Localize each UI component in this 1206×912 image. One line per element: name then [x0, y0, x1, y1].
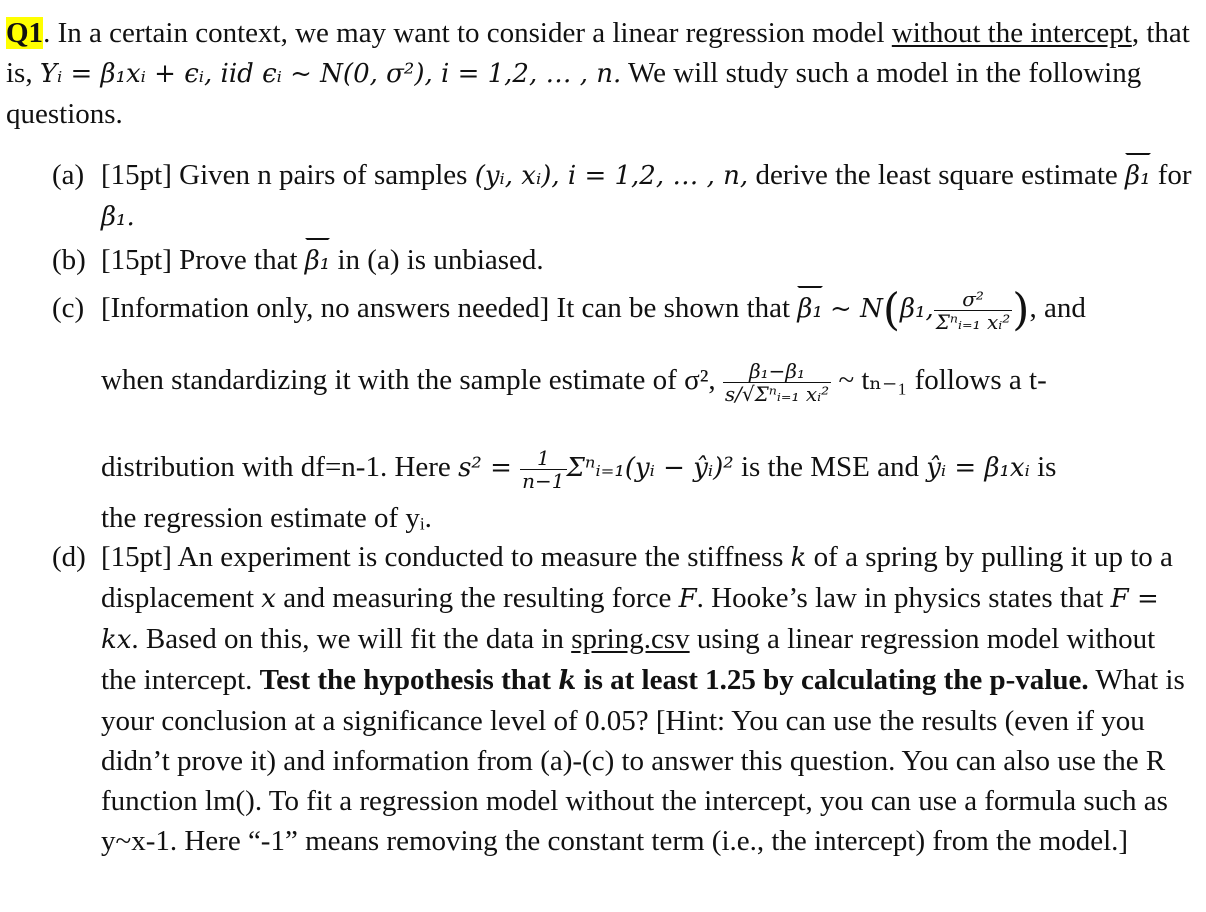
part-c-paren-close: ): [1012, 284, 1030, 336]
part-d-bold-k: k: [558, 666, 577, 696]
part-d-bold: Test the hypothesis that: [259, 664, 559, 696]
part-a-beta: β₁.: [101, 202, 135, 232]
spring-csv-link[interactable]: spring.csv: [571, 623, 690, 655]
part-d-bold-2: is at least 1.25 by calculating the p-value.: [576, 664, 1089, 696]
part-c-variance-fraction: [934, 288, 1013, 333]
part-c-line-2: [52, 360, 1192, 405]
part-c-mse-fraction: [520, 447, 566, 492]
part-d: [52, 537, 1192, 861]
part-c-beta-hat: β₁: [797, 289, 822, 329]
part-c-label: (c): [52, 292, 85, 324]
part-d-label: (d): [52, 541, 86, 573]
part-c: (c) [Information only, no answers needed] It can be shown that β₁ ~ N(β₁, $\frac{\text{σ²}}{\text{Σⁿᵢ₌₁ xᵢ²}}$ ), and: [52, 284, 1086, 336]
question-intro: [6, 13, 1201, 134]
part-a-text: [15pt] Given n pairs of samples: [101, 159, 475, 191]
part-c-paren-open: (: [882, 284, 901, 336]
part-c-s2: s² =: [458, 453, 521, 484]
part-a-label: (a): [52, 159, 85, 191]
part-a: [52, 155, 1192, 237]
part-c-line-3: [52, 447, 1192, 492]
part-c-text-7: is: [1029, 451, 1057, 484]
part-b-text: [15pt] Prove that: [101, 244, 305, 276]
part-a-text-2: derive the least square estimate: [748, 159, 1126, 191]
part-d-x: x: [261, 584, 276, 614]
part-d-text-3: and measuring the resulting force: [275, 582, 679, 614]
model-equation: Yᵢ = β₁xᵢ + ϵᵢ, iid ϵᵢ ~ N(0, σ²), i = 1,2, … , n.: [39, 59, 622, 89]
part-c-text: [Information only, no answers needed] It can be shown that: [101, 292, 798, 325]
question-label: Q1: [6, 17, 44, 49]
intro-text-3: We will study such a model in the following questions.: [6, 57, 1142, 130]
part-a-text-3: for: [1150, 159, 1192, 191]
part-c-frac-den: Σⁿᵢ₌₁ xᵢ²: [935, 310, 1011, 334]
part-b-beta-hat: β₁: [305, 241, 330, 281]
part-d-k: k: [790, 543, 807, 573]
part-c-text-and: , and: [1029, 292, 1086, 325]
part-d-text-5: . Based on this, we will fit the data in: [131, 623, 572, 655]
part-d-text-2: of a spring by pulling it up to a displacement: [101, 541, 1173, 614]
part-b-label: (b): [52, 244, 86, 276]
part-d-text-4: . Hooke’s law in physics states that: [696, 582, 1111, 614]
intro-underlined: without the intercept: [891, 17, 1132, 49]
part-c-text-8: the regression estimate of yᵢ.: [101, 502, 432, 534]
part-d-hooke-eq: F = kx: [101, 584, 1159, 655]
part-c-yhat: ŷᵢ = β₁xᵢ: [926, 453, 1030, 484]
part-c-t-fraction: [723, 360, 831, 405]
part-c-beta: β₁: [900, 294, 926, 325]
part-c-mse-den: n−1: [522, 469, 565, 493]
part-c-t-num: β₁−β₁: [723, 360, 831, 383]
part-a-math-samples: (yᵢ, xᵢ), i = 1,2, … , n,: [474, 161, 749, 191]
intro-text: . In a certain context, we may want to consider a linear regression model: [43, 17, 892, 49]
part-d-text-7: What is your conclusion at a significance level of 0.05? [Hint: You can use the results (even if you didn’t prove it) and information from (a)-(c) to answer this question. You can also use the R function lm(). To fit a regression model without the intercept, you can use a formula such as y~x-1. Here “-1” means removing the constant term (i.e., the intercept) from the model.]: [101, 664, 1185, 857]
part-c-mse-sum: Σⁿᵢ₌₁(yᵢ − ŷᵢ)²: [566, 453, 734, 484]
part-d-text: [15pt] An experiment is conducted to measure the stiffness: [101, 541, 791, 573]
part-c-text-4: ~ tₙ₋₁ follows a t-: [831, 364, 1047, 397]
part-b-text-2: in (a) is unbiased.: [330, 244, 544, 276]
part-c-text-5: distribution with df=n-1. Here: [101, 451, 459, 484]
part-c-text-6: is the MSE and: [733, 451, 927, 484]
part-b: [52, 240, 1192, 281]
part-c-line-4: [52, 498, 1192, 538]
part-d-F: F: [678, 584, 697, 614]
intro-text-2: , that is,: [6, 17, 1190, 89]
part-c-mse-num: 1: [520, 447, 566, 470]
part-a-beta-hat: β₁: [1125, 156, 1150, 196]
part-c-frac-num: σ²: [934, 288, 1013, 311]
part-d-text-6: using a linear regression model without the intercept.: [101, 623, 1156, 696]
part-c-dist: ~ N: [830, 294, 883, 325]
part-c-t-den: s/√Σⁿᵢ₌₁ xᵢ²: [724, 382, 830, 406]
part-c-text-3: when standardizing it with the sample estimate of σ²,: [101, 364, 716, 397]
